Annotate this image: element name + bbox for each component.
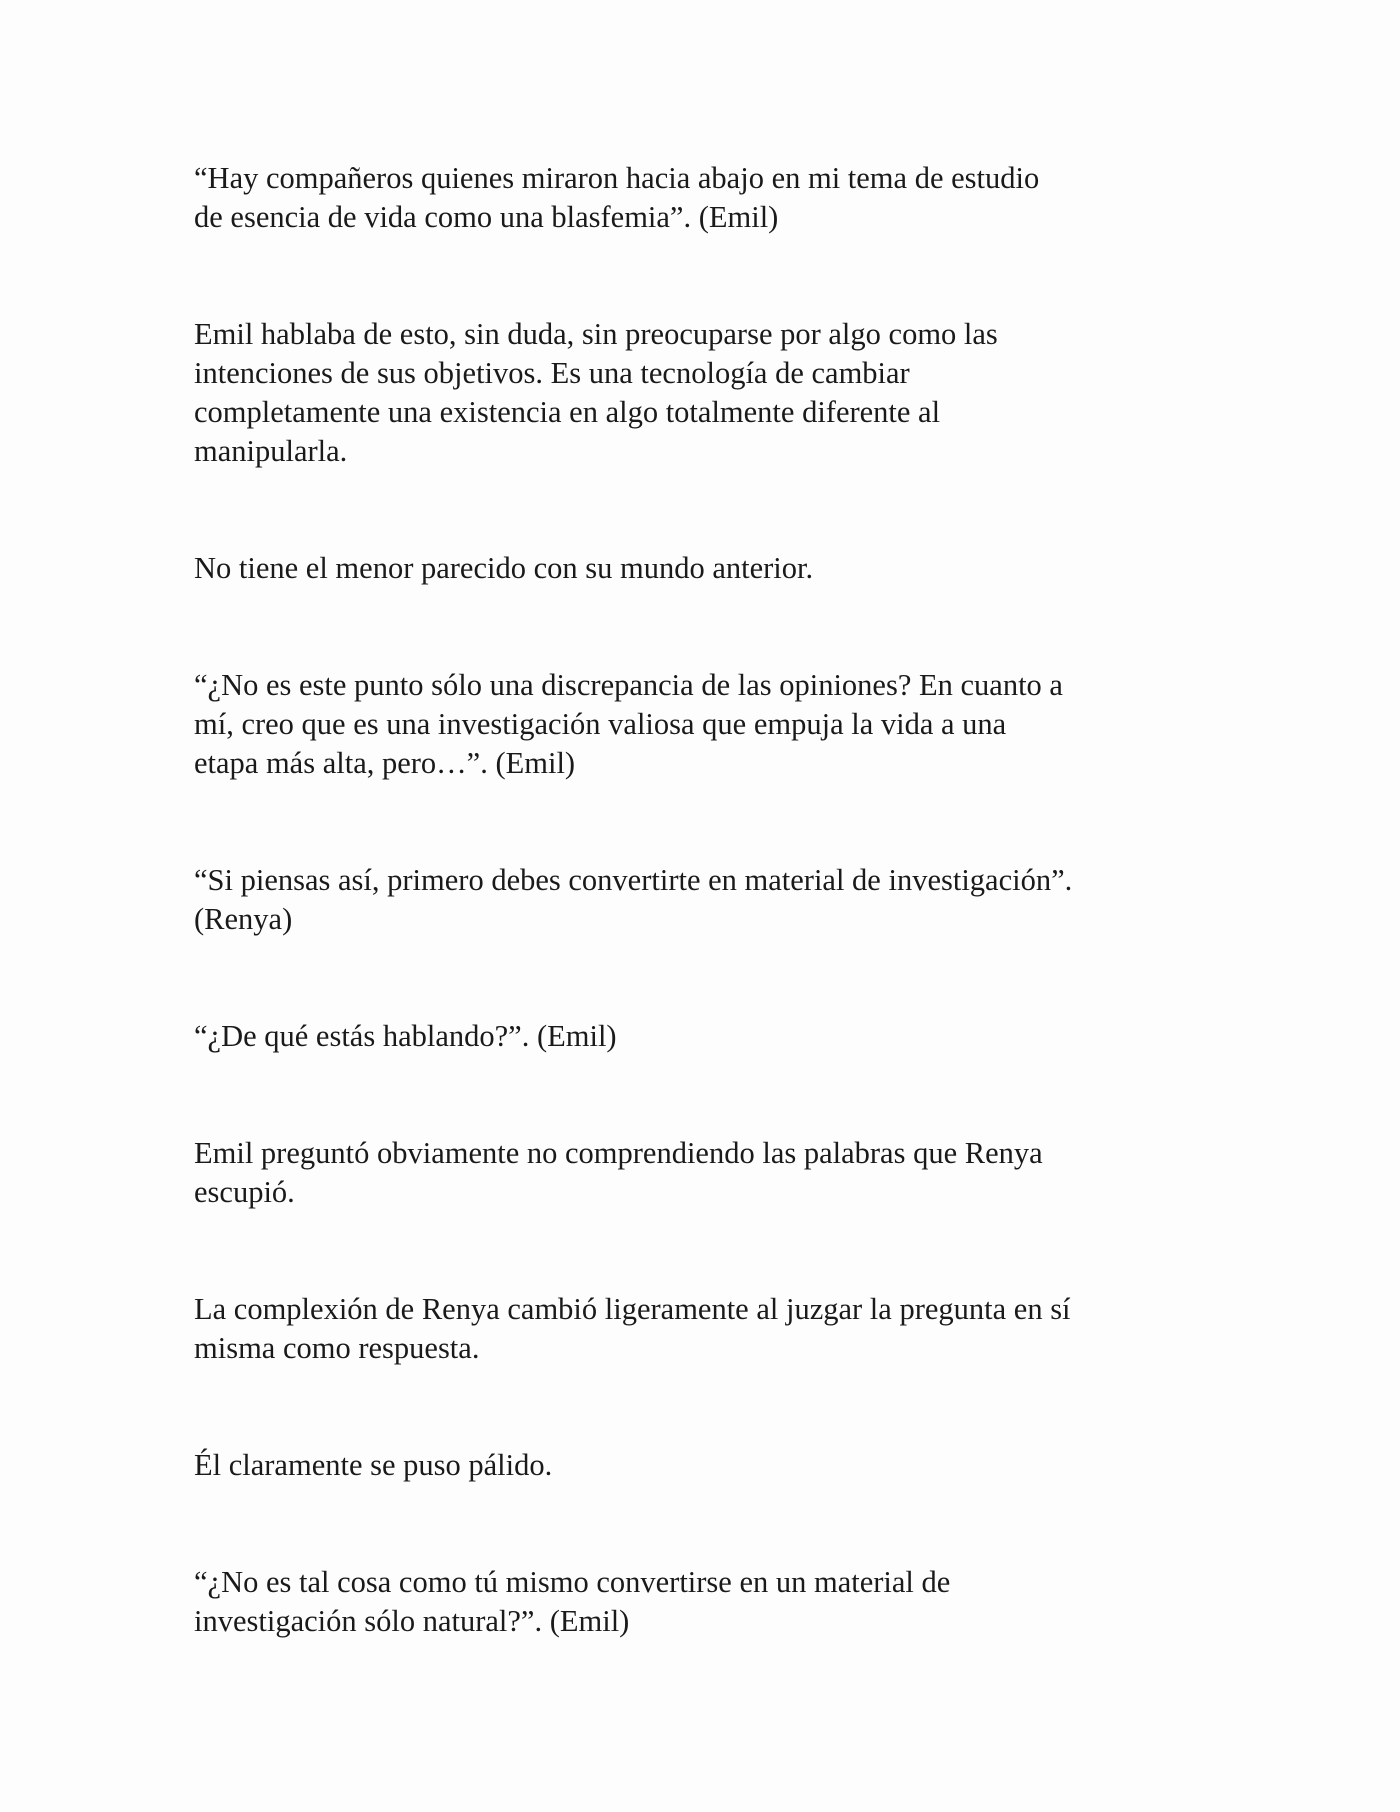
paragraph-2: Emil hablaba de esto, sin duda, sin preocuparse por algo como las intenciones de sus objetivos. Es una tecnología de cambiar completamente una existencia en algo totalmente diferente al manipularla. — [194, 317, 998, 468]
paragraph-3: No tiene el menor parecido con su mundo anterior. — [194, 551, 814, 585]
paragraph-10: “¿No es tal cosa como tú mismo convertirse en un material de investigación sólo natural?”. (Emil) — [194, 1565, 951, 1638]
paragraph-8: La complexión de Renya cambió ligeramente al juzgar la pregunta en sí misma como respuesta. — [194, 1292, 1071, 1365]
paragraph-spacer — [194, 1368, 1224, 1446]
paragraph-6: “¿De qué estás hablando?”. (Emil) — [194, 1019, 617, 1053]
paragraph-9: Él claramente se puso pálido. — [194, 1448, 553, 1482]
document-page — [194, 159, 1224, 1641]
paragraph-spacer — [194, 588, 1224, 666]
paragraph-spacer — [194, 1212, 1224, 1290]
paragraph-5: “Si piensas así, primero debes convertirte en material de investigación”. (Renya) — [194, 863, 1073, 936]
paragraph-4: “¿No es este punto sólo una discrepancia de las opiniones? En cuanto a mí, creo que es una investigación valiosa que empuja la vida a una etapa más alta, pero…”. (Emil) — [194, 668, 1063, 780]
paragraph-7: Emil preguntó obviamente no comprendiendo las palabras que Renya escupió. — [194, 1136, 1043, 1209]
paragraph-spacer — [194, 471, 1224, 549]
paragraph-1: “Hay compañeros quienes miraron hacia abajo en mi tema de estudio de esencia de vida como una blasfemia”. (Emil) — [194, 161, 1040, 234]
paragraph-spacer — [194, 237, 1224, 315]
paragraph-spacer — [194, 1485, 1224, 1563]
paragraph-spacer — [194, 1056, 1224, 1134]
paragraph-spacer — [194, 783, 1224, 861]
paragraph-spacer — [194, 939, 1224, 1017]
